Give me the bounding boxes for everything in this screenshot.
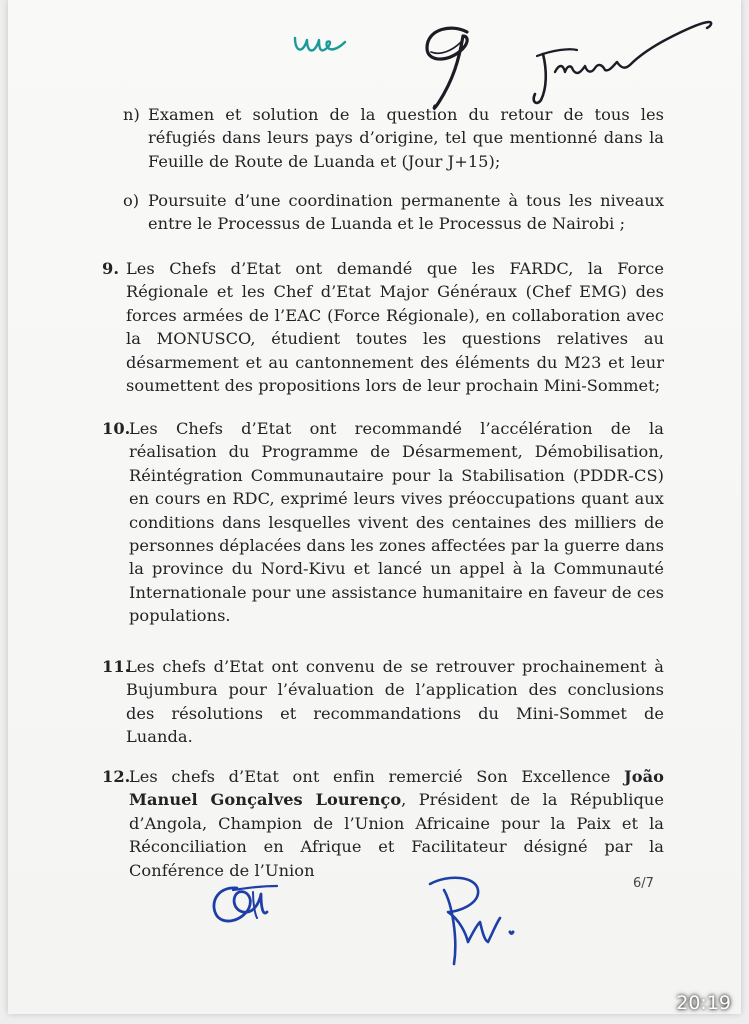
list-label-o: o) xyxy=(123,191,140,210)
list-text-n: Examen et solution de la question du retour de tous les réfugiés dans leurs pays d’origine, tel que mentionné dans la Feuille de Route de Luanda et (Jour J+15); xyxy=(148,105,664,171)
list-label-n: n) xyxy=(123,105,140,124)
president-name: João Manuel Gonçalves Lourenço xyxy=(129,767,664,810)
numbered-paragraph-10 xyxy=(102,417,664,628)
initials-signature-blue-left xyxy=(203,874,283,930)
paragraph-number-11: 11. xyxy=(102,657,131,676)
initials-signature-teal xyxy=(291,28,361,62)
status-time: 20:19 xyxy=(676,992,731,1014)
document-page xyxy=(8,0,741,1014)
paragraph-text-12-end: , Président de la République d’Angola, Champion de l’Union Africaine pour la Paix et la Réconciliation en Afrique et Facilitateur désigné par la Conférence de l’Union xyxy=(129,790,664,880)
paragraph-number-9: 9. xyxy=(102,259,119,278)
list-item-n xyxy=(123,103,664,173)
list-item-o xyxy=(123,189,664,236)
initials-signature-blue-right xyxy=(418,868,528,972)
signature-handwritten xyxy=(513,10,728,110)
paragraph-text-11: Les chefs d’Etat ont convenu de se retrouver prochainement à Bujumbura pour l’évaluation de l’application des conclusions des résolutions et recommandations du Mini-Sommet de Luanda. xyxy=(126,657,664,747)
paragraph-number-10: 10. xyxy=(102,419,131,438)
paragraph-number-12: 12. xyxy=(102,767,131,786)
paragraph-text-12-start: Les chefs d’Etat ont enfin remercié Son Excellence xyxy=(129,767,625,786)
page-number: 6/7 xyxy=(633,876,654,891)
numbered-paragraph-9 xyxy=(102,257,664,397)
numbered-paragraph-11 xyxy=(102,655,664,749)
paragraph-text-9: Les Chefs d’Etat ont demandé que les FARDC, la Force Régionale et les Chef d’Etat Major Généraux (Chef EMG) des forces armées de l’EAC (Force Régionale), en collaboration avec la MONUSCO, étudient toutes les questions relatives au désarmement et au cantonnement des éléments du M23 et leur soumettent des propositions lors de leur prochain Mini-Sommet; xyxy=(126,259,664,396)
paragraph-text-12 xyxy=(129,765,664,882)
numbered-paragraph-12 xyxy=(102,765,664,882)
paragraph-text-10: Les Chefs d’Etat ont recommandé l’accélération de la réalisation du Programme de Désarmement, Démobilisation, Réintégration Communautaire pour la Stabilisation (PDDR-CS) en cours en RDC, exprimé leurs vives préoccupations quant aux conditions dans lesquelles vivent des centaines des milliers de personnes déplacées dans les zones affectées par la guerre dans la province du Nord-Kivu et lancé un appel à la Communauté Internationale pour une assistance humanitaire en faveur de ces populations. xyxy=(129,419,664,626)
list-text-o: Poursuite d’une coordination permanente à tous les niveaux entre le Processus de Luanda et le Processus de Nairobi ; xyxy=(148,191,664,234)
